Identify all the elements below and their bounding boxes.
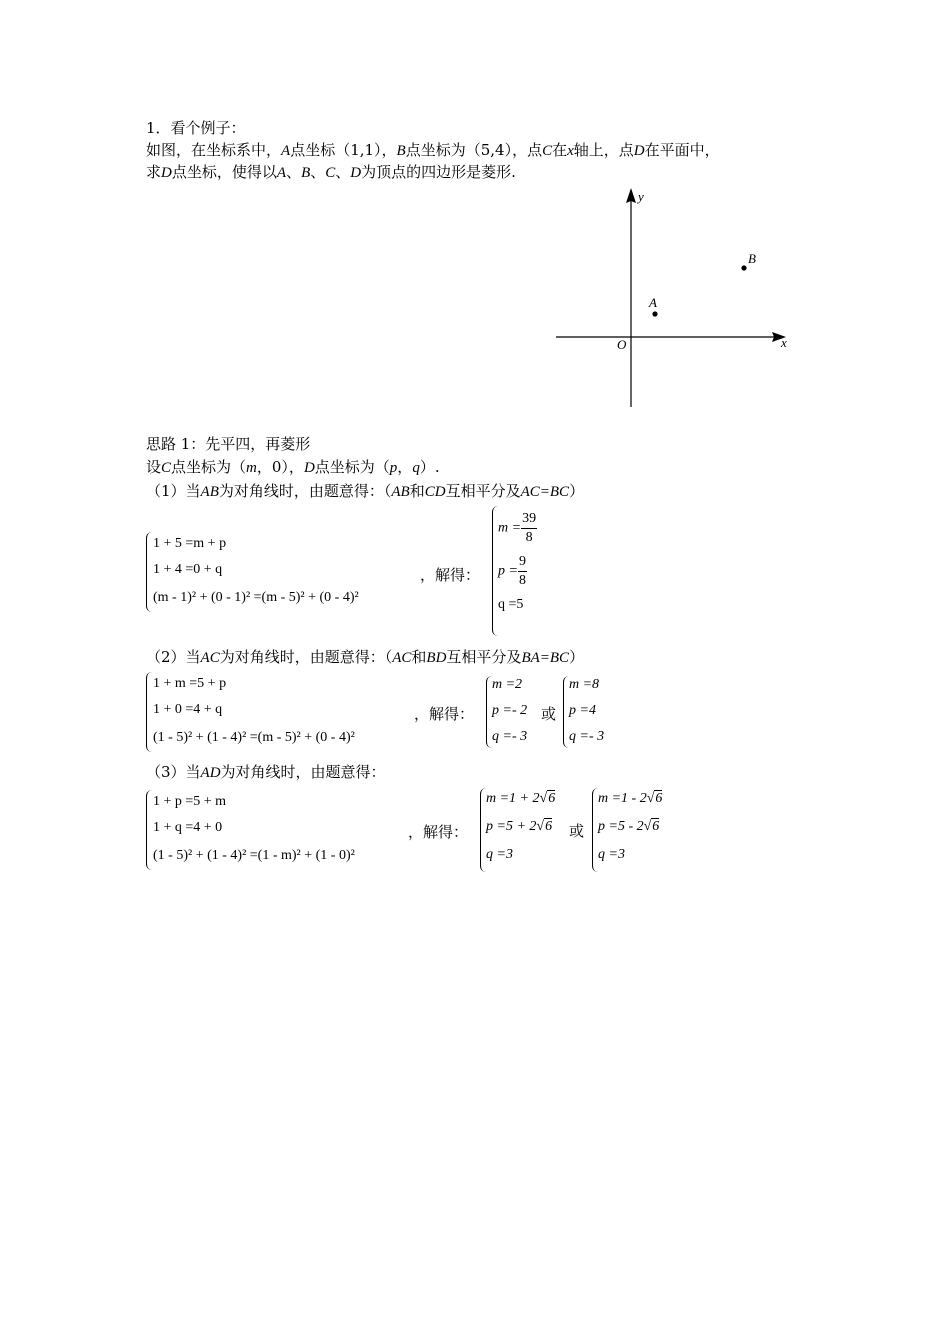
case3-eq3: (1 - 5)² + (1 - 4)² =(1 - m)² + (1 - 0)² <box>153 848 355 863</box>
problem-line-2: 求D点坐标，使得以A、B、C、D为顶点的四边形是菱形. <box>146 163 516 181</box>
case2-solA-p: p =- 2 <box>492 703 528 718</box>
case2-solB-p: p =4 <box>569 703 596 718</box>
case1-eq2: 1 + 4 =0 + q <box>153 562 223 577</box>
approach-heading: 思路 1：先平四，再菱形 <box>146 435 311 453</box>
sqrt-symbol: √ <box>536 819 545 834</box>
case1-sol-q: q =5 <box>498 597 524 612</box>
sqrt-symbol: √ <box>539 791 548 806</box>
axis-label-y: y <box>638 189 644 204</box>
case1-eq3: (m - 1)² + (0 - 1)² =(m - 5)² + (0 - 4)² <box>153 590 359 605</box>
sqrt-symbol: √ <box>646 791 655 806</box>
case2-eq3: (1 - 5)² + (1 - 4)² =(m - 5)² + (0 - 4)² <box>153 730 355 745</box>
case2-solA-m: m =2 <box>492 677 523 692</box>
case2-system-brace <box>146 672 153 752</box>
point-a-label: A <box>649 295 657 310</box>
case1-eq1: 1 + 5 =m + p <box>153 536 227 551</box>
case2-solA-q: q =- 3 <box>492 729 528 744</box>
case2-eq2: 1 + 0 =4 + q <box>153 702 223 717</box>
y-axis-arrow <box>626 188 636 203</box>
case2-heading: （2）当AC为对角线时，由题意得：（AC和BD互相平分及BA=BC） <box>146 648 585 666</box>
case3-solA-m: m =1 + 2√6 <box>486 791 556 806</box>
point-b <box>741 265 746 270</box>
point-b-label: B <box>748 251 756 266</box>
case1-solve-label: ，解得： <box>420 568 481 584</box>
case3-solve-label: ，解得： <box>408 825 469 841</box>
case3-solB-q: q =3 <box>598 847 625 862</box>
case3-eq1: 1 + p =5 + m <box>153 794 227 809</box>
case3-eq2: 1 + q =4 + 0 <box>153 820 223 835</box>
case3-heading: （3）当AD为对角线时，由题意得： <box>146 763 386 781</box>
case3-solB-p: p =5 - 2√6 <box>598 819 660 834</box>
point-a <box>652 311 657 316</box>
case1-sol-p: p = $\frac{9}{8}$ <box>498 554 526 588</box>
case3-solA-p: p =5 + 2√6 <box>486 819 553 834</box>
case3-system-brace <box>146 790 153 870</box>
case2-or: 或 <box>541 707 557 723</box>
exercise-title: 1．看个例子： <box>146 119 246 137</box>
case1-sol-m: m = $\frac{39}{8}$ <box>498 511 537 545</box>
case2-solve-label: ，解得： <box>414 707 475 723</box>
case3-solA-q: q =3 <box>486 847 513 862</box>
case2-eq1: 1 + m =5 + p <box>153 676 227 691</box>
case2-solB-q: q =- 3 <box>569 729 605 744</box>
case1-heading: （1）当AB为对角线时，由题意得：（AB和CD互相平分及AC=BC） <box>146 482 585 500</box>
axis-label-x: x <box>781 335 787 350</box>
sqrt-symbol: √ <box>643 819 652 834</box>
case1-system-brace <box>146 532 153 612</box>
setup-line: 设C点坐标为（m，0），D点坐标为（p，q）. <box>146 458 440 476</box>
problem-line-1: 如图，在坐标系中，A点坐标（1,1），B点坐标为（5,4），点C在x轴上，点D在平面中， <box>146 141 720 159</box>
origin-label: O <box>617 337 627 352</box>
coordinate-figure <box>550 185 800 410</box>
case2-solB-m: m =8 <box>569 677 600 692</box>
case3-solB-m: m =1 - 2√6 <box>598 791 663 806</box>
case3-or: 或 <box>569 824 585 840</box>
